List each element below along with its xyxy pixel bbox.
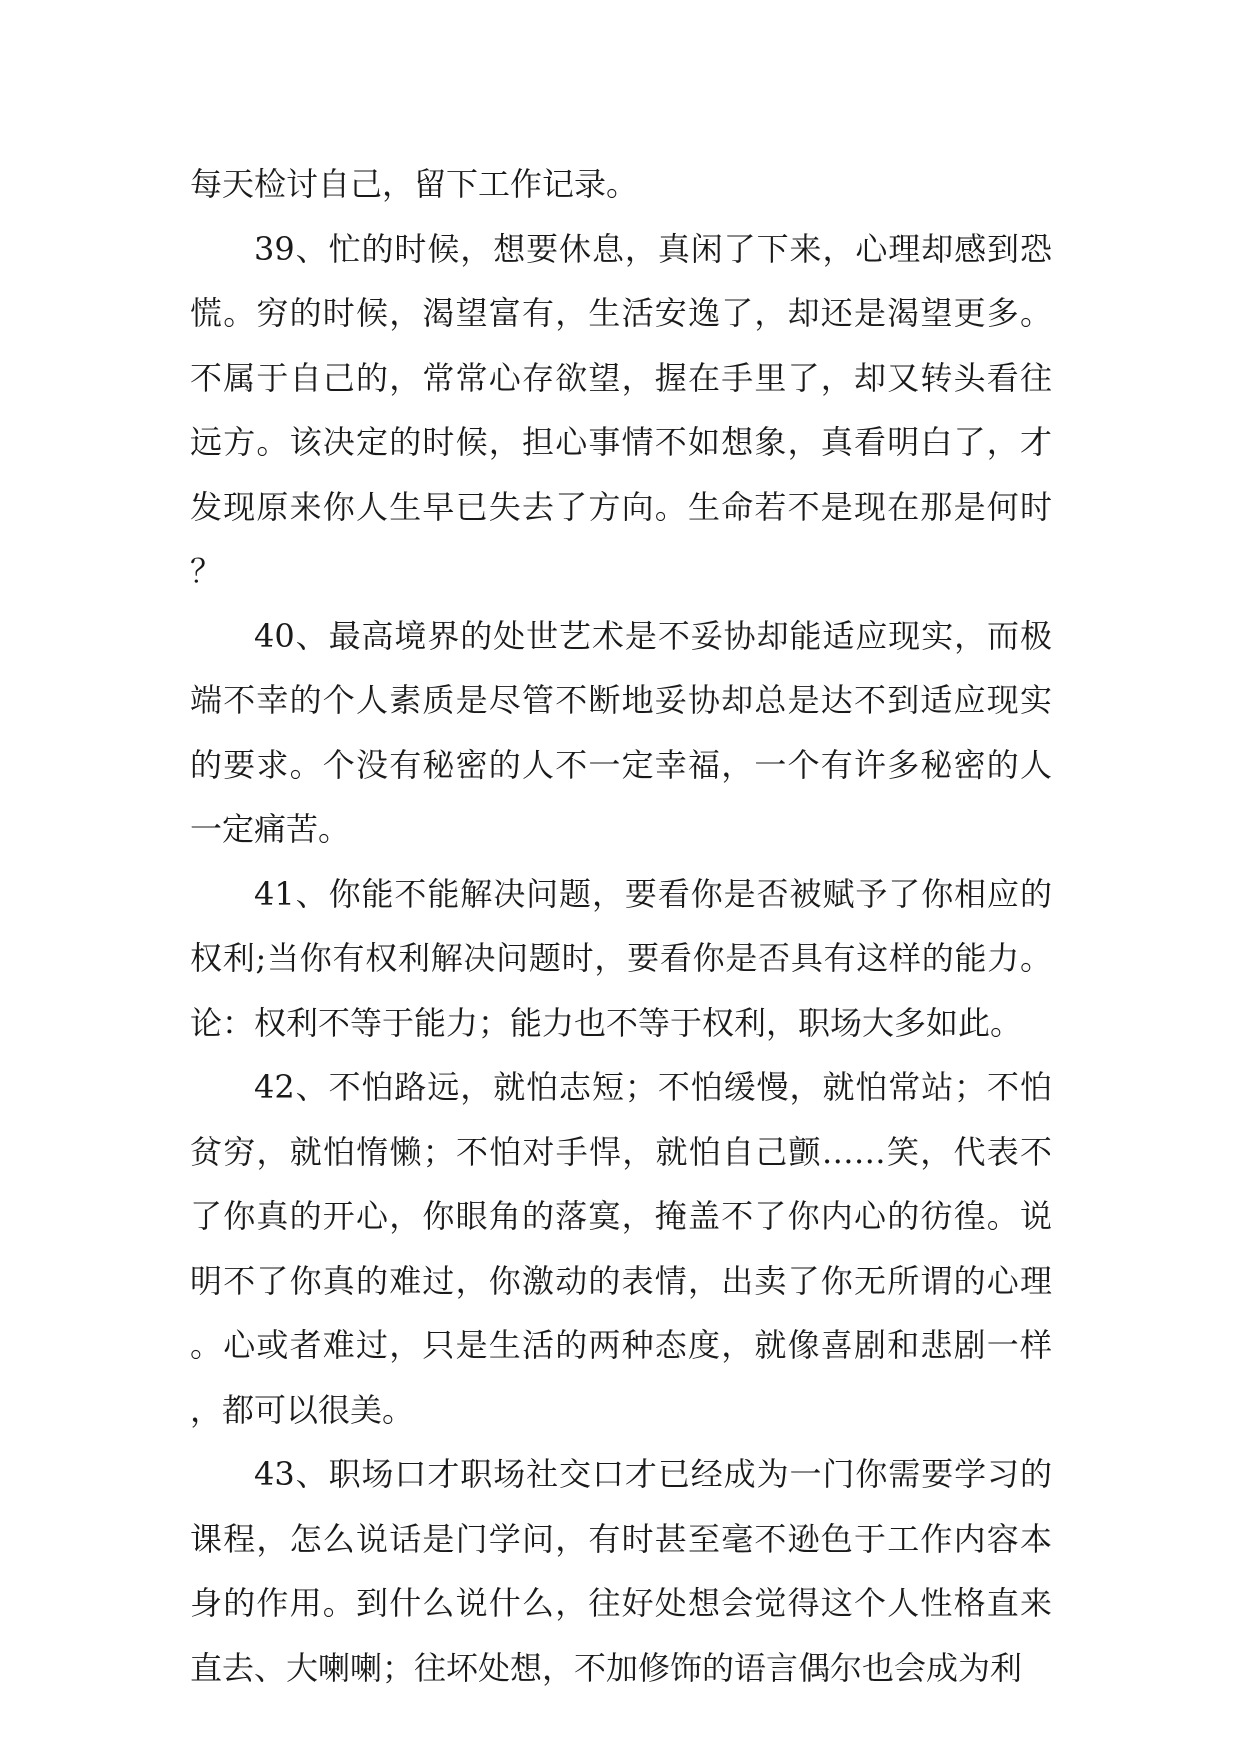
paragraph-39: 39、忙的时候，想要休息，真闲了下来，心理却感到恐慌。穷的时候，渴望富有，生活安逸了，却还是渴望更多。不属于自己的，常常心存欲望，握在手里了，却又转头看往远方。该决定的时候，担心事情不如想象，真看明白了，才发现原来你人生早已失去了方向。生命若不是现在那是何时？: [190, 229, 1052, 590]
paragraph-41: 41、你能不能解决问题，要看你是否被赋予了你相应的权利;当你有权利解决问题时，要看你是否具有这样的能力。论：权利不等于能力；能力也不等于权利，职场大多如此。: [190, 874, 1052, 1042]
paragraph-43: 43、职场口才职场社交口才已经成为一门你需要学习的课程，怎么说话是门学问，有时甚至毫不逊色于工作内容本身的作用。到什么说什么，往好处想会觉得这个人性格直来直去、大喇喇；往坏处想，不加修饰的语言偶尔也会成为利: [190, 1455, 1052, 1687]
paragraph-continuation: 每天检讨自己，留下工作记录。: [190, 165, 639, 203]
paragraph-40: 40、最高境界的处世艺术是不妥协却能适应现实，而极端不幸的个人素质是尽管不断地妥协却总是达不到适应现实的要求。个没有秘密的人不一定幸福，一个有许多秘密的人一定痛苦。: [190, 616, 1052, 848]
document-body: [190, 152, 1052, 1700]
paragraph-42: 42、不怕路远，就怕志短；不怕缓慢，就怕常站；不怕贫穷，就怕惰懒；不怕对手悍，就怕自己颤……笑，代表不了你真的开心，你眼角的落寞，掩盖不了你内心的彷徨。说明不了你真的难过，你激动的表情，出卖了你无所谓的心理。心或者难过，只是生活的两种态度，就像喜剧和悲剧一样，都可以很美。: [190, 1068, 1052, 1429]
